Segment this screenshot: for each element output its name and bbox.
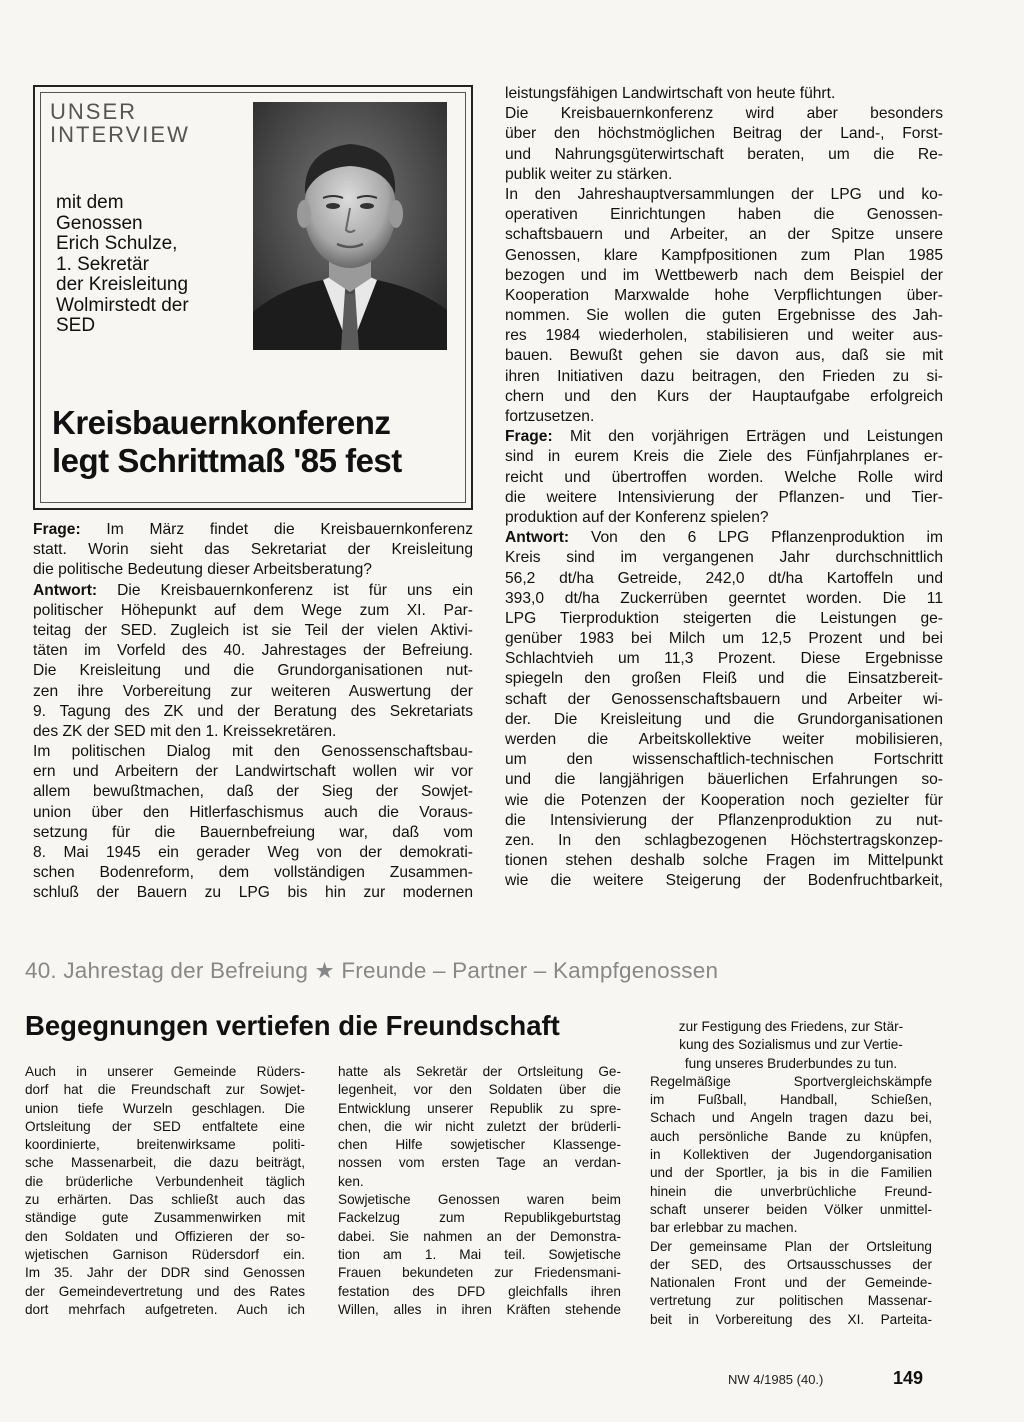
text-line: fortzusetzen.: [505, 408, 595, 425]
text-line: ken.: [338, 1173, 364, 1189]
text-line: publik weiter zu stärken.: [505, 165, 673, 183]
text-line: operativen Einrichtungen haben die Genossen-: [505, 206, 943, 224]
text-line: tion am 1. Mai teil. Sowjetische: [338, 1246, 621, 1262]
text-line: Kooperation Marxwalde hohe Verpflichtungen über-: [505, 286, 943, 304]
kicker-line: INTERVIEW: [50, 122, 190, 147]
text-line: im Fußball, Handball, Schießen,: [650, 1092, 932, 1108]
text-line: fung unseres Bruderbundes zu tun.: [684, 1055, 898, 1071]
article-title: Begegnungen vertiefen die Freundschaft: [25, 1010, 560, 1041]
anniversary-banner: 40. Jahrestag der Befreiung ★ Freunde – Partner – Kampfgenossen: [25, 958, 719, 983]
text-line: zur Festigung des Friedens, zur Stär-: [678, 1019, 904, 1034]
text-line: schaftsbauern und Arbeiter, an der Spitze unsere: [505, 226, 943, 244]
text-line: chen Hilfe sowjetischer Klassenge-: [338, 1137, 621, 1153]
text-line: schaft unserer beiden Völker unmittel-: [650, 1201, 932, 1217]
text-line: Im politischen Dialog mit den Genossenschaftsbau-: [33, 743, 473, 761]
text-line: und der Sportler, ja bis in die Familien: [650, 1165, 932, 1181]
text-line: Schach und Angeln tragen dazu bei,: [650, 1110, 932, 1126]
text-line: teitag der SED. Zugleich ist sie Teil der vielen Aktivi-: [33, 621, 473, 639]
text-line: Genossen, klare Kampfpositionen zum Plan 1985: [505, 246, 943, 264]
text-line: Die Kreisleitung und die Grundorganisationen nut-: [33, 662, 473, 680]
text-line: die politische Bedeutung dieser Arbeitsberatung?: [33, 561, 372, 579]
text-line: täten im Vorfeld des 40. Jahrestages der Befreiung.: [33, 642, 473, 660]
portrait-photo: [253, 102, 447, 350]
text-line: schen Bodenreform, dem vollständigen Zusammen-: [33, 864, 473, 882]
text-line: werden die Arbeitskollektive weiter mobilisieren,: [505, 731, 943, 748]
text-line: Fackelzug zum Republikgeburtstag: [338, 1210, 621, 1226]
text-line: ern und Arbeitern der Landwirtschaft wollen wir vor: [33, 763, 473, 781]
text-line: 56,2 dt/ha Getreide, 242,0 dt/ha Kartoffeln und: [505, 569, 943, 587]
text-line: in Kollektiven der Jugendorganisation: [650, 1147, 932, 1163]
text-line: bauen. Bewußt gehen sie davon aus, daß sie mit: [505, 347, 943, 365]
text-line: ständige gute Zusammenwirken mit: [25, 1210, 305, 1226]
text-line: politischer Höhepunkt auf dem Wege zum XI. Par-: [33, 601, 473, 619]
text-line: koordinierte, breitenwirksame politi-: [25, 1137, 305, 1153]
text-line: auch persönliche Bande zu knüpfen,: [650, 1128, 932, 1144]
text-line: die Intensivierung der Pflanzenproduktion zu nut-: [505, 811, 943, 829]
text-line: der SED, des Ortsausschusses der: [650, 1256, 932, 1272]
interview-intro: [56, 193, 256, 337]
text-line: Sowjetische Genossen waren beim: [338, 1192, 621, 1208]
text-line: hinein die unverbrüchliche Freund-: [650, 1183, 932, 1199]
text-line: union über den Hitlerfaschismus auch die Voraus-: [33, 803, 473, 821]
text-line: der. Die Kreisleitung und die Grundorganisationen: [505, 710, 943, 728]
speaker-label: Frage:: [505, 428, 553, 446]
text-line: dort mehrfach aufgetreten. Auch ich: [25, 1301, 305, 1317]
text-line: Die Kreisbauernkonferenz wird aber besonders: [505, 105, 943, 123]
text-line: und Nahrungsgüterwirtschaft beraten, um die Re-: [505, 145, 943, 163]
text-line: sche Massenarbeit, die dazu beiträgt,: [25, 1155, 305, 1171]
text-line: 393,0 dt/ha Zuckerrüben geerntet worden. Die 11: [505, 589, 943, 607]
text-line: Regelmäßige Sportvergleichskämpfe: [650, 1073, 932, 1089]
text-line: Entwicklung unserer Republik zu spre-: [338, 1100, 621, 1116]
intro-line: der Kreisleitung: [56, 274, 189, 295]
intro-line: mit dem: [56, 192, 124, 213]
text-line: statt. Worin sieht das Sekretariat der Kreisleitung: [33, 541, 473, 559]
text-line: Antwort: Von den 6 LPG Pflanzenproduktion im: [505, 529, 943, 547]
text-line: der Gemeindevertretung und des Rates: [25, 1283, 305, 1299]
intro-line: Erich Schulze,: [56, 233, 178, 254]
article-column-2: [338, 1063, 621, 1319]
text-line: Frage: Mit den vorjährigen Erträgen und Leistungen: [505, 428, 943, 446]
kicker-line: UNSER: [50, 99, 138, 124]
article-column-3: [650, 1018, 932, 1329]
text-line: festation des DFD gleichfalls ihren: [338, 1283, 621, 1299]
text-line: beit in Vorbereitung des XI. Parteita-: [650, 1311, 932, 1327]
text-line: Frage: Im März findet die Kreisbauernkonferenz: [33, 521, 473, 538]
speaker-label: Frage:: [33, 521, 81, 538]
intro-line: Wolmirstedt der: [56, 294, 189, 316]
text-line: ihren Initiativen dazu beitragen, den Frieden zu si-: [505, 367, 943, 385]
text-line: kung des Sozialismus und zur Vertie-: [679, 1037, 903, 1053]
text-line: und die langjährigen bäuerlichen Erfahrungen so-: [505, 771, 943, 789]
text-line: nossen vom ersten Tage an verdan-: [338, 1155, 621, 1171]
text-line: wie die Potenzen der Kooperation noch gezielter für: [505, 791, 943, 809]
text-line: Auch in unserer Gemeinde Rüders-: [25, 1064, 305, 1079]
text-line: spiegeln den großen Fleiß und die Einsatzbereit-: [505, 670, 943, 688]
text-line: hatte als Sekretär der Ortsleitung Ge-: [338, 1064, 621, 1079]
headline-line: Kreisbauernkonferenz: [52, 404, 391, 441]
issue-reference: NW 4/1985 (40.): [728, 1372, 824, 1387]
text-line: des ZK der SED mit den 1. Kreissekretären.: [33, 722, 337, 740]
interview-column-right: [505, 84, 943, 892]
text-line: Nationalen Front und der Gemeinde-: [650, 1275, 932, 1291]
headline-line: legt Schrittmaß '85 fest: [52, 442, 402, 479]
text-line: Ortsleitung der SED entfaltete eine: [25, 1118, 305, 1134]
text-line: wjetischen Garnison Rüdersdorf ein.: [25, 1246, 305, 1262]
text-line: Schlachtvieh um 11,3 Prozent. Diese Ergebnisse: [505, 650, 943, 668]
interview-kicker: [50, 100, 190, 146]
text-line: wie die weitere Steigerung der Bodenfruchtbarkeit,: [505, 872, 943, 890]
text-line: produktion auf der Konferenz spielen?: [505, 508, 769, 526]
article-column-1: [25, 1063, 305, 1319]
text-line: sind in eurem Kreis die Ziele des Fünfjahrplanes er-: [505, 448, 943, 466]
text-line: legenheit, vor den Soldaten über die: [338, 1082, 621, 1098]
text-line: allem bewußtmachen, daß der Sieg der Sowjet-: [33, 783, 473, 801]
text-line: Im 35. Jahr der DDR sind Genossen: [25, 1265, 305, 1281]
text-line: genüber 1983 bei Milch um 12,5 Prozent und bei: [505, 630, 943, 648]
text-line: vertretung zur politischen Massenar-: [650, 1293, 932, 1309]
text-line: Der gemeinsame Plan der Ortsleitung: [650, 1238, 932, 1254]
text-line: dorf hat die Freundschaft zur Sowjet-: [25, 1082, 305, 1098]
text-line: über den höchstmöglichen Beitrag der Land-, Forst-: [505, 125, 943, 143]
text-line: union tiefe Wurzeln geschlagen. Die: [25, 1100, 305, 1116]
text-line: reicht und übertroffen worden. Welche Rolle wird: [505, 468, 943, 486]
text-line: bar erlebbar zu machen.: [650, 1220, 798, 1236]
interview-column-left: [33, 520, 473, 904]
text-line: zen ihre Vorbereitung zur weiteren Auswertung der: [33, 682, 473, 700]
text-line: tionen stehen deshalb solche Fragen im Mittelpunkt: [505, 852, 943, 870]
interview-headline: [52, 404, 462, 480]
text-line: leistungsfähigen Landwirtschaft von heute führt.: [505, 85, 836, 102]
text-line: zu erhärten. Das schließt auch das: [25, 1192, 305, 1208]
text-line: 8. Mai 1945 ein gerader Weg von der demokrati-: [33, 844, 473, 861]
text-line: die weitere Intensivierung der Pflanzen- und Tier-: [505, 488, 943, 506]
intro-line: 1. Sekretär: [56, 253, 149, 275]
speaker-label: Antwort:: [505, 529, 570, 547]
text-line: Frauen bekundeten zur Friedensmani-: [338, 1265, 621, 1281]
text-line: Kreis sind im vergangenen Jahr durchschnittlich: [505, 549, 943, 567]
text-line: bezogen und im Wettbewerb nach dem Beispiel der: [505, 266, 943, 284]
text-line: res 1984 wiederholen, stabilisieren und weiter aus-: [505, 327, 943, 345]
page-number: 149: [893, 1368, 924, 1388]
intro-line: SED: [56, 315, 96, 336]
text-line: 9. Tagung des ZK und der Beratung des Sekretariats: [33, 702, 473, 720]
text-line: nommen. Sie wollen die guten Ergebnisse des Jah-: [505, 307, 943, 325]
text-line: LPG Tierproduktion steigerten die Leistungen ge-: [505, 609, 943, 627]
text-line: In den Jahreshauptversammlungen der LPG und ko-: [505, 185, 943, 203]
text-line: den Soldaten und Offizieren der so-: [25, 1228, 305, 1244]
text-line: die brüderliche Verbundenheit täglich: [25, 1173, 305, 1189]
speaker-label: Antwort:: [33, 581, 98, 599]
text-line: schaft der Genossenschaftsbauern und Arbeiter wi-: [505, 690, 943, 708]
intro-line: Genossen: [56, 212, 143, 234]
text-line: chern und den Kurs der Hauptaufgabe erfolgreich: [505, 387, 943, 405]
text-line: schluß der Bauern zu LPG bis hin zur modernen: [33, 884, 473, 902]
text-line: setzung für die Bauernbefreiung war, daß vom: [33, 823, 473, 841]
text-line: um den wissenschaftlich-technischen Fortschritt: [505, 751, 943, 769]
text-line: Willen, alles in ihren Kräften stehende: [338, 1301, 621, 1317]
portrait-illustration: [253, 102, 447, 350]
text-line: Antwort: Die Kreisbauernkonferenz ist für uns ein: [33, 581, 473, 599]
text-line: zen. In den schlagbezogenen Höchstertragskonzep-: [505, 831, 943, 849]
text-line: dabei. Sie nahmen an der Demonstra-: [338, 1228, 621, 1244]
text-line: chen, die wir nicht zuletzt der brüderli-: [338, 1118, 621, 1134]
